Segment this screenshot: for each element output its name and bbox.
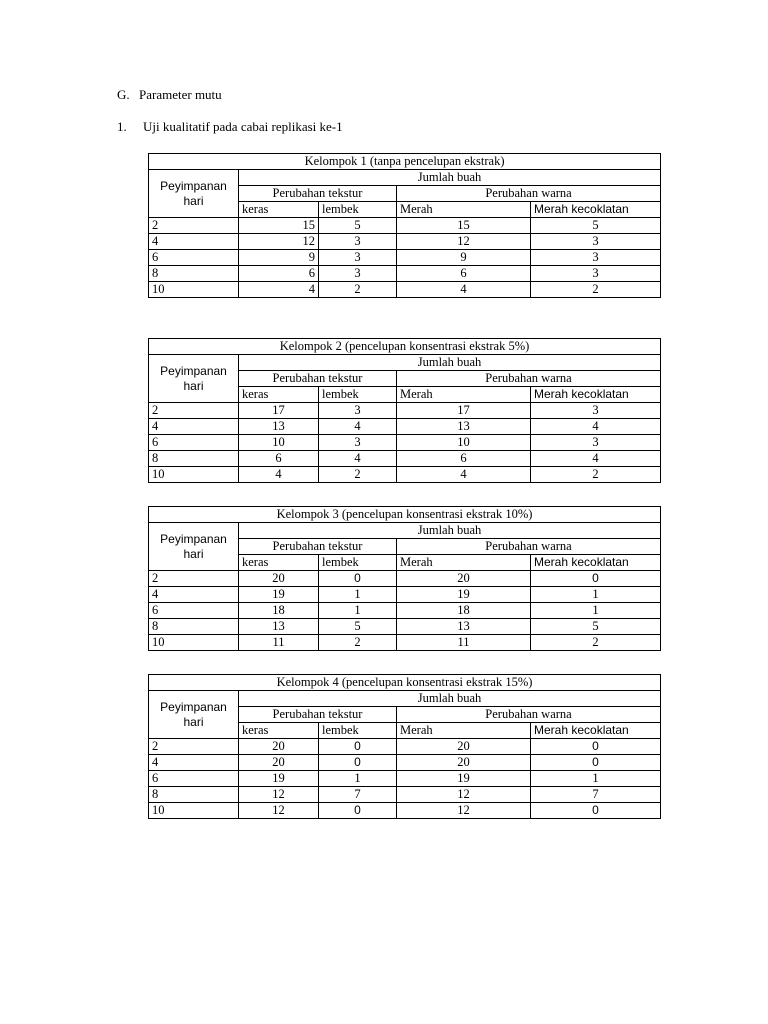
cell-merah-kecoklatan: 7 xyxy=(531,787,661,803)
table-row xyxy=(149,619,661,635)
cell-merah-kecoklatan: 0 xyxy=(531,803,661,819)
section-title: Parameter mutu xyxy=(139,87,222,102)
cell-merah-kecoklatan: 4 xyxy=(531,451,661,467)
table-row xyxy=(149,635,661,651)
cell-day: 4 xyxy=(149,755,239,771)
group-table-4 xyxy=(148,674,661,819)
section-heading xyxy=(117,87,222,103)
table-title: Kelompok 4 (pencelupan konsentrasi ekstrak 15%) xyxy=(149,675,661,691)
cell-merah: 15 xyxy=(397,218,531,234)
cell-merah-kecoklatan: 0 xyxy=(531,739,661,755)
cell-lembek: 2 xyxy=(319,282,397,298)
subsection-heading xyxy=(117,119,343,135)
cell-keras: 4 xyxy=(239,467,319,483)
cell-keras: 12 xyxy=(239,803,319,819)
col-lembek: lembek xyxy=(319,723,397,739)
cell-merah-kecoklatan: 0 xyxy=(531,571,661,587)
color-change-header: Perubahan warna xyxy=(397,707,661,723)
texture-change-header: Perubahan tekstur xyxy=(239,371,397,387)
col-lembek: lembek xyxy=(319,387,397,403)
color-change-header: Perubahan warna xyxy=(397,371,661,387)
table-title: Kelompok 3 (pencelupan konsentrasi ekstrak 10%) xyxy=(149,507,661,523)
table-row xyxy=(149,739,661,755)
cell-keras: 20 xyxy=(239,571,319,587)
cell-day: 10 xyxy=(149,467,239,483)
cell-keras: 12 xyxy=(239,787,319,803)
cell-keras: 10 xyxy=(239,435,319,451)
fruit-count-header: Jumlah buah xyxy=(239,355,661,371)
cell-keras: 15 xyxy=(239,218,319,234)
cell-keras: 6 xyxy=(239,266,319,282)
cell-lembek: 2 xyxy=(319,635,397,651)
cell-day: 4 xyxy=(149,419,239,435)
cell-merah-kecoklatan: 3 xyxy=(531,234,661,250)
storage-day-header xyxy=(149,355,239,403)
storage-label: Peyimpanan xyxy=(160,531,227,546)
col-merah-kecoklatan: Merah kecoklatan xyxy=(531,723,661,739)
cell-merah-kecoklatan: 5 xyxy=(531,619,661,635)
cell-merah: 13 xyxy=(397,419,531,435)
cell-lembek: 0 xyxy=(319,803,397,819)
table-row xyxy=(149,603,661,619)
table-row xyxy=(149,451,661,467)
cell-lembek: 5 xyxy=(319,218,397,234)
storage-day-header xyxy=(149,523,239,571)
col-merah-kecoklatan: Merah kecoklatan xyxy=(531,555,661,571)
cell-lembek: 3 xyxy=(319,403,397,419)
cell-lembek: 7 xyxy=(319,787,397,803)
col-keras: keras xyxy=(239,202,319,218)
group-table-2 xyxy=(148,338,661,483)
group-table-1 xyxy=(148,153,661,298)
cell-lembek: 0 xyxy=(319,739,397,755)
cell-merah: 12 xyxy=(397,787,531,803)
cell-merah-kecoklatan: 1 xyxy=(531,587,661,603)
cell-merah-kecoklatan: 2 xyxy=(531,635,661,651)
storage-day-header xyxy=(149,691,239,739)
cell-merah: 19 xyxy=(397,587,531,603)
cell-day: 6 xyxy=(149,435,239,451)
cell-merah: 4 xyxy=(397,282,531,298)
col-merah: Merah xyxy=(397,202,531,218)
cell-lembek: 4 xyxy=(319,419,397,435)
cell-keras: 13 xyxy=(239,619,319,635)
day-label: hari xyxy=(183,193,204,208)
cell-merah-kecoklatan: 5 xyxy=(531,218,661,234)
color-change-header: Perubahan warna xyxy=(397,539,661,555)
cell-merah: 4 xyxy=(397,467,531,483)
table-row xyxy=(149,282,661,298)
cell-merah-kecoklatan: 3 xyxy=(531,250,661,266)
cell-day: 6 xyxy=(149,603,239,619)
cell-keras: 19 xyxy=(239,771,319,787)
cell-merah: 20 xyxy=(397,739,531,755)
table-row xyxy=(149,234,661,250)
cell-day: 8 xyxy=(149,619,239,635)
cell-day: 6 xyxy=(149,771,239,787)
table-row xyxy=(149,787,661,803)
col-keras: keras xyxy=(239,723,319,739)
cell-merah-kecoklatan: 3 xyxy=(531,403,661,419)
cell-merah: 12 xyxy=(397,803,531,819)
group-table-3 xyxy=(148,506,661,651)
storage-label: Peyimpanan xyxy=(160,363,227,378)
texture-change-header: Perubahan tekstur xyxy=(239,539,397,555)
texture-change-header: Perubahan tekstur xyxy=(239,707,397,723)
cell-day: 4 xyxy=(149,234,239,250)
cell-merah: 13 xyxy=(397,619,531,635)
cell-day: 8 xyxy=(149,266,239,282)
cell-keras: 11 xyxy=(239,635,319,651)
table-row xyxy=(149,435,661,451)
cell-merah-kecoklatan: 2 xyxy=(531,282,661,298)
cell-lembek: 2 xyxy=(319,467,397,483)
table-row xyxy=(149,771,661,787)
fruit-count-header: Jumlah buah xyxy=(239,170,661,186)
table-row xyxy=(149,755,661,771)
col-lembek: lembek xyxy=(319,202,397,218)
cell-merah-kecoklatan: 1 xyxy=(531,771,661,787)
cell-lembek: 4 xyxy=(319,451,397,467)
cell-merah: 11 xyxy=(397,635,531,651)
fruit-count-header: Jumlah buah xyxy=(239,523,661,539)
cell-day: 2 xyxy=(149,403,239,419)
cell-keras: 4 xyxy=(239,282,319,298)
cell-keras: 20 xyxy=(239,755,319,771)
table-row xyxy=(149,587,661,603)
cell-keras: 18 xyxy=(239,603,319,619)
cell-merah: 20 xyxy=(397,755,531,771)
cell-lembek: 5 xyxy=(319,619,397,635)
cell-day: 10 xyxy=(149,803,239,819)
cell-keras: 6 xyxy=(239,451,319,467)
table-row xyxy=(149,571,661,587)
cell-merah-kecoklatan: 1 xyxy=(531,603,661,619)
day-label: hari xyxy=(183,714,204,729)
cell-merah: 20 xyxy=(397,571,531,587)
cell-keras: 12 xyxy=(239,234,319,250)
col-merah-kecoklatan: Merah kecoklatan xyxy=(531,387,661,403)
color-change-header: Perubahan warna xyxy=(397,186,661,202)
col-merah: Merah xyxy=(397,723,531,739)
table-row xyxy=(149,266,661,282)
col-merah: Merah xyxy=(397,387,531,403)
cell-lembek: 1 xyxy=(319,771,397,787)
cell-merah-kecoklatan: 3 xyxy=(531,435,661,451)
cell-merah: 18 xyxy=(397,603,531,619)
col-merah: Merah xyxy=(397,555,531,571)
cell-merah-kecoklatan: 2 xyxy=(531,467,661,483)
cell-lembek: 3 xyxy=(319,234,397,250)
cell-merah-kecoklatan: 0 xyxy=(531,755,661,771)
col-keras: keras xyxy=(239,387,319,403)
storage-label: Peyimpanan xyxy=(160,178,227,193)
subsection-title: Uji kualitatif pada cabai replikasi ke-1 xyxy=(143,119,343,134)
cell-day: 10 xyxy=(149,282,239,298)
cell-day: 2 xyxy=(149,571,239,587)
col-merah-kecoklatan: Merah kecoklatan xyxy=(531,202,661,218)
cell-merah: 12 xyxy=(397,234,531,250)
cell-day: 8 xyxy=(149,451,239,467)
subsection-number: 1. xyxy=(117,119,127,134)
cell-merah: 9 xyxy=(397,250,531,266)
cell-lembek: 3 xyxy=(319,435,397,451)
col-lembek: lembek xyxy=(319,555,397,571)
cell-merah: 10 xyxy=(397,435,531,451)
cell-keras: 17 xyxy=(239,403,319,419)
cell-day: 2 xyxy=(149,739,239,755)
table-row xyxy=(149,218,661,234)
cell-merah: 6 xyxy=(397,451,531,467)
cell-merah: 6 xyxy=(397,266,531,282)
table-title: Kelompok 2 (pencelupan konsentrasi ekstrak 5%) xyxy=(149,339,661,355)
col-keras: keras xyxy=(239,555,319,571)
table-row xyxy=(149,250,661,266)
fruit-count-header: Jumlah buah xyxy=(239,691,661,707)
table-row xyxy=(149,419,661,435)
cell-lembek: 3 xyxy=(319,250,397,266)
cell-keras: 20 xyxy=(239,739,319,755)
cell-day: 4 xyxy=(149,587,239,603)
cell-day: 10 xyxy=(149,635,239,651)
texture-change-header: Perubahan tekstur xyxy=(239,186,397,202)
cell-merah: 17 xyxy=(397,403,531,419)
cell-day: 8 xyxy=(149,787,239,803)
table-title: Kelompok 1 (tanpa pencelupan ekstrak) xyxy=(149,154,661,170)
cell-lembek: 1 xyxy=(319,603,397,619)
section-letter: G. xyxy=(117,87,130,102)
day-label: hari xyxy=(183,546,204,561)
day-label: hari xyxy=(183,378,204,393)
cell-keras: 19 xyxy=(239,587,319,603)
cell-lembek: 0 xyxy=(319,755,397,771)
cell-keras: 13 xyxy=(239,419,319,435)
cell-merah: 19 xyxy=(397,771,531,787)
table-row xyxy=(149,467,661,483)
cell-merah-kecoklatan: 4 xyxy=(531,419,661,435)
table-row xyxy=(149,803,661,819)
storage-label: Peyimpanan xyxy=(160,699,227,714)
cell-lembek: 3 xyxy=(319,266,397,282)
cell-merah-kecoklatan: 3 xyxy=(531,266,661,282)
cell-keras: 9 xyxy=(239,250,319,266)
cell-day: 6 xyxy=(149,250,239,266)
cell-lembek: 1 xyxy=(319,587,397,603)
table-row xyxy=(149,403,661,419)
cell-lembek: 0 xyxy=(319,571,397,587)
cell-day: 2 xyxy=(149,218,239,234)
storage-day-header xyxy=(149,170,239,218)
